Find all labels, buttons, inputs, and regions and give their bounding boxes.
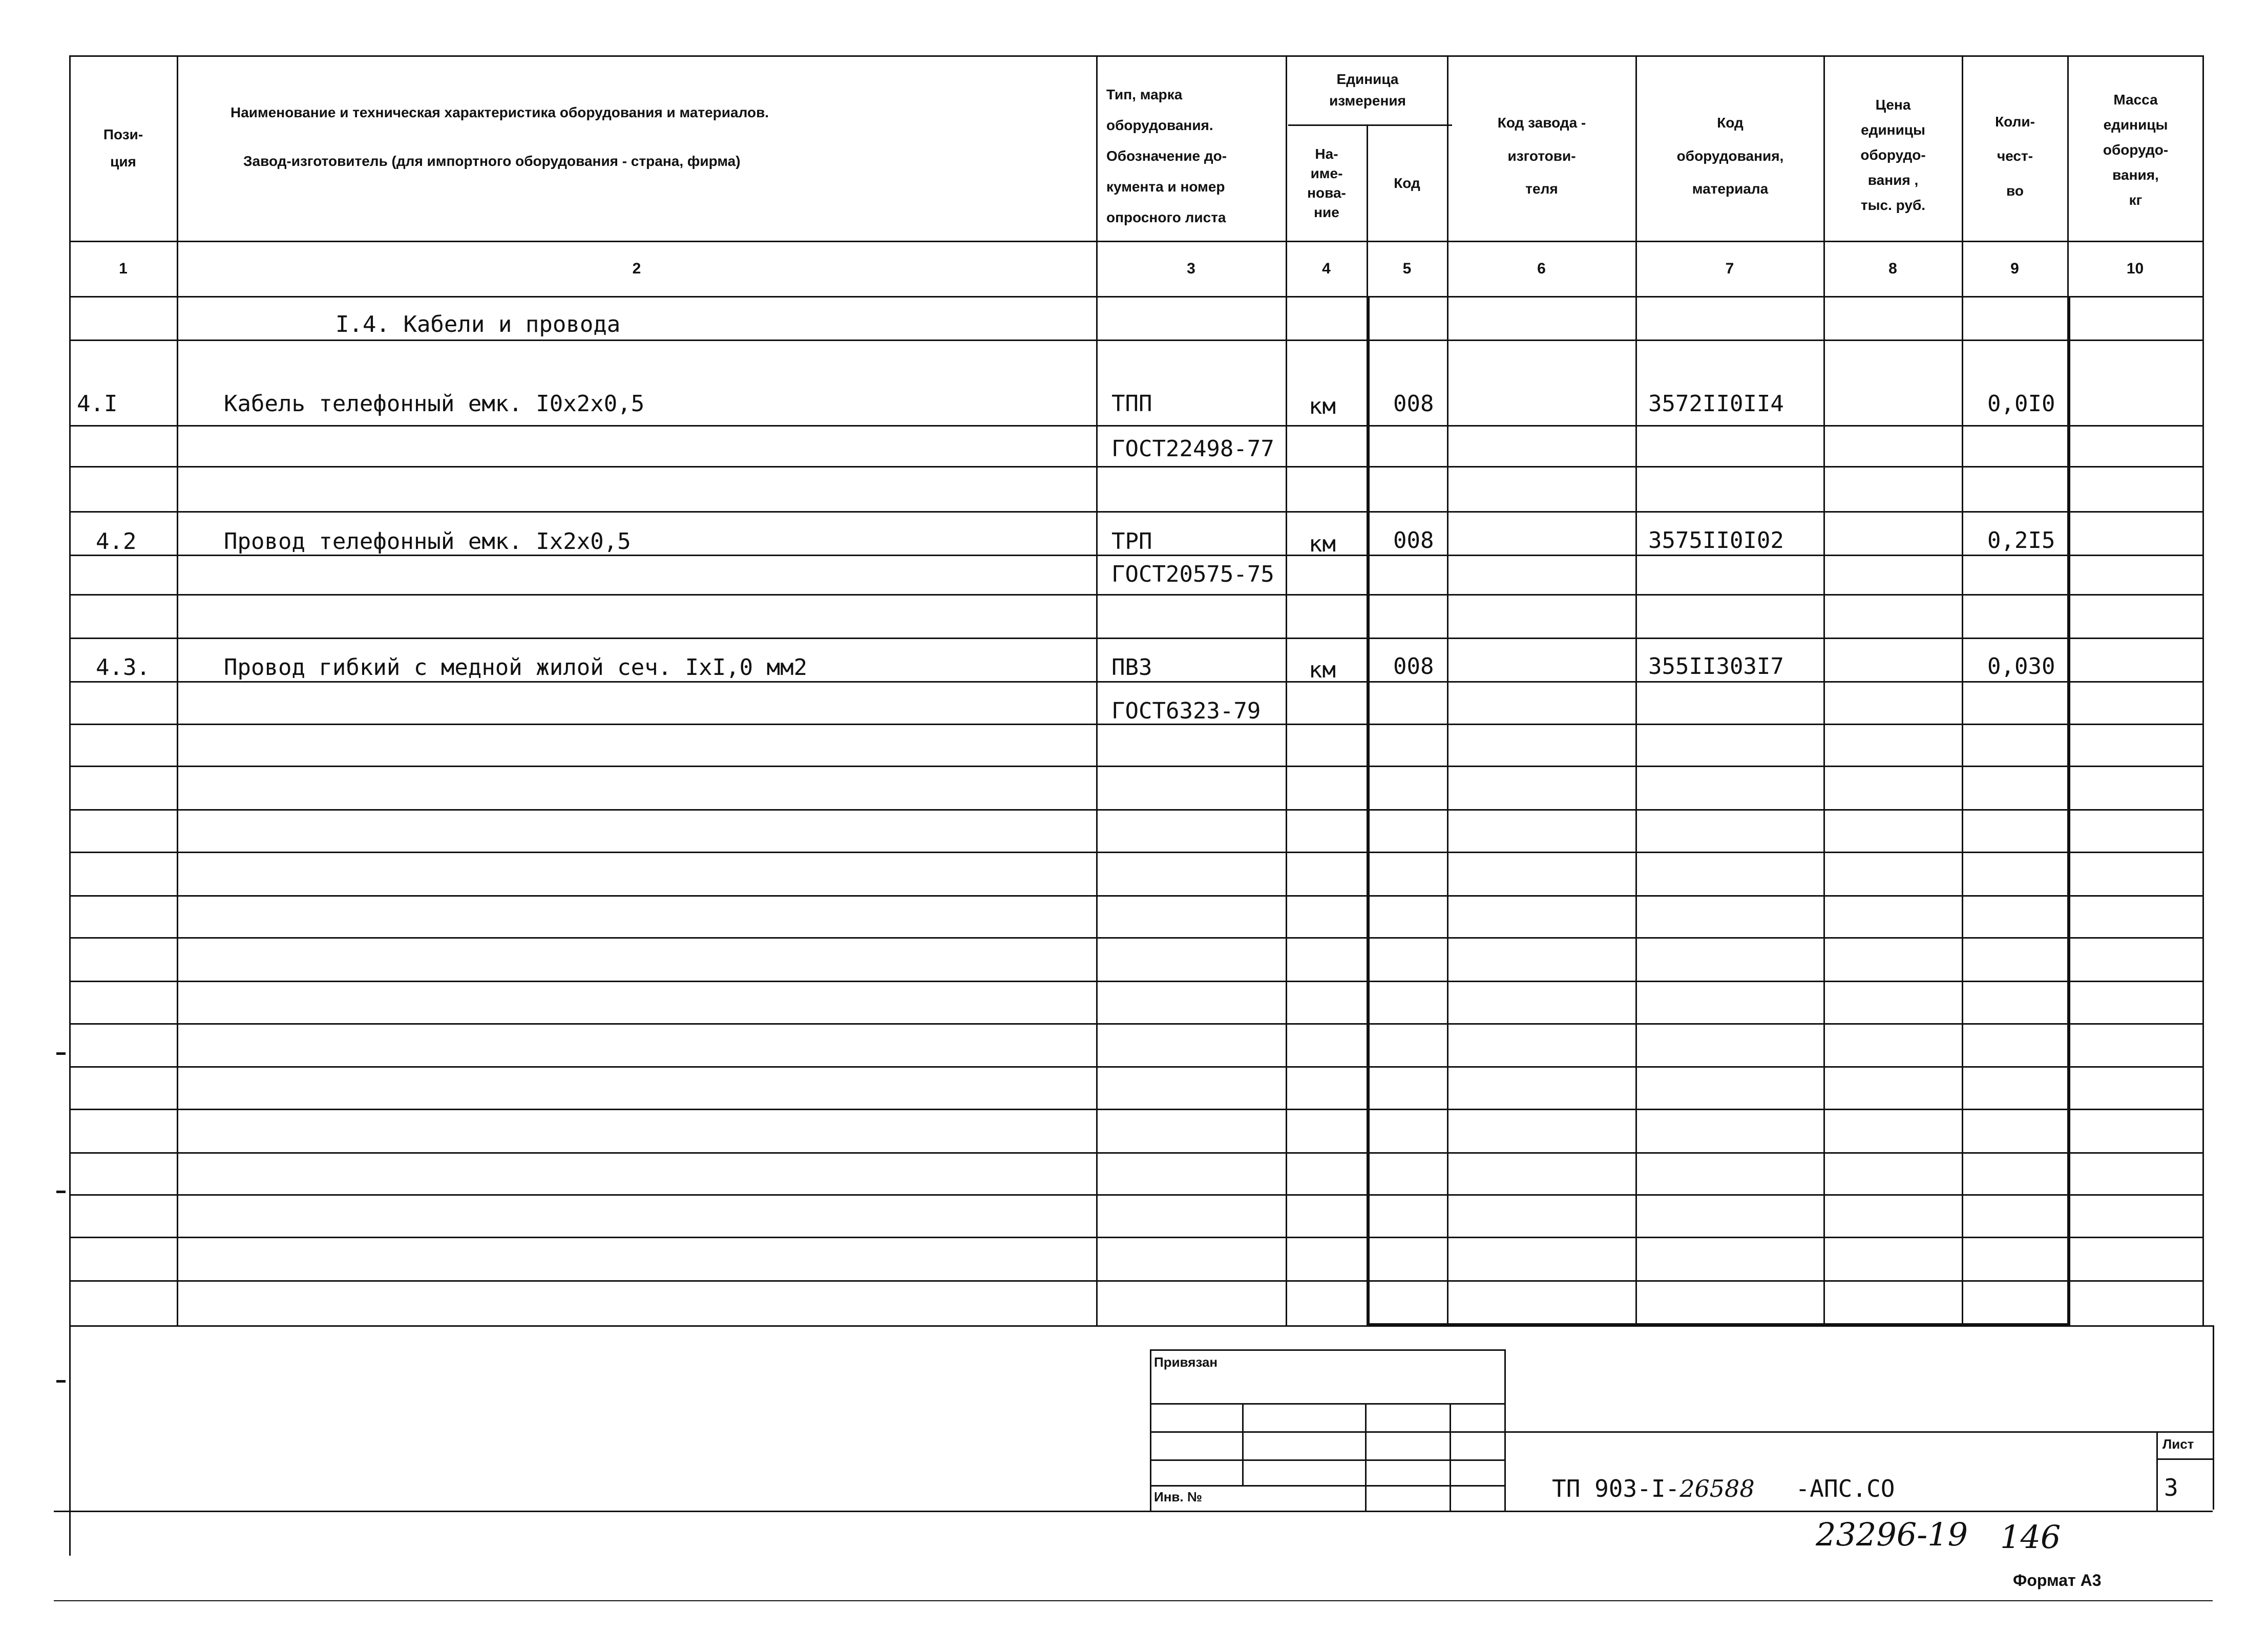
attached-label: Привязан: [1154, 1354, 1218, 1370]
section-title: I.4. Кабели и провода: [335, 311, 621, 337]
table-row-line: [69, 852, 2202, 853]
frame-right-border: [2213, 1325, 2214, 1510]
column-number-3: 3: [1187, 260, 1195, 277]
table-row-line: [69, 766, 2202, 767]
bold-block-bottom: [1367, 1323, 2070, 1326]
table-row-line: [69, 511, 2202, 513]
item-standard: ГОСТ20575-75: [1111, 561, 1274, 587]
archive-page: 146: [2000, 1518, 2061, 1556]
header-name-line1: Наименование и техническая характеристика оборудования и материалов.: [230, 104, 769, 121]
sheet-number: 3: [2164, 1474, 2178, 1501]
column-number-2: 2: [632, 260, 641, 277]
item-type: ТРП: [1111, 528, 1152, 555]
table-top-border: [69, 55, 2202, 57]
table-right-border: [2202, 55, 2204, 1325]
item-unit-code: 008: [1393, 391, 1434, 417]
stamp-line: [1450, 1403, 1451, 1511]
table-row-line: [69, 937, 2202, 939]
table-row-line: [69, 809, 2202, 811]
stamp-line: [1150, 1485, 1506, 1487]
item-standard: ГОСТ6323-79: [1111, 698, 1261, 724]
header-unit-group: Единица измерения: [1329, 71, 1406, 109]
table-row-line: [69, 555, 2202, 556]
table-row-line: [69, 594, 2202, 596]
page-trim-line: [54, 1600, 2213, 1601]
table-row-line: [69, 1237, 2202, 1238]
margin-tick: [56, 1052, 66, 1055]
column-number-1: 1: [119, 260, 128, 277]
item-unit-code: 008: [1393, 653, 1434, 680]
item-name: Провод гибкий с медной жилой сеч. IxI,0 мм2: [224, 654, 808, 681]
item-equipment-code: 355II303I7: [1648, 653, 1784, 680]
item-name: Кабель телефонный емк. I0x2x0,5: [224, 391, 645, 417]
table-row-line: [69, 681, 2202, 683]
unit-group-divider: [1288, 124, 1452, 126]
table-row-line: [69, 1152, 2202, 1154]
column-number-9: 9: [2010, 260, 2019, 277]
stamp-line: [1150, 1349, 1506, 1351]
margin-tick: [56, 1191, 66, 1193]
table-row-line: [69, 1194, 2202, 1196]
header-price: Цена единицы оборудо- вания , тыс. руб.: [1860, 97, 1926, 213]
stamp-line: [1150, 1403, 1506, 1405]
item-position: 4.3.: [96, 654, 150, 681]
item-quantity: 0,2I5: [1987, 527, 2055, 554]
col-divider-4-body: [1367, 296, 1370, 1325]
table-row-line: [69, 466, 2202, 468]
header-position: Пози- ция: [103, 126, 143, 169]
header-quantity: Коли- чест- во: [1995, 114, 2035, 199]
document-code-suffix: -АПС.СО: [1795, 1475, 1895, 1502]
stamp-line: [2156, 1431, 2158, 1511]
item-standard: ГОСТ22498-77: [1111, 436, 1274, 462]
item-unit: км: [1309, 657, 1336, 683]
sheet-label: Лист: [2162, 1436, 2194, 1452]
item-type: ТПП: [1111, 391, 1152, 417]
margin-tick: [56, 1380, 66, 1383]
stamp-line: [1365, 1403, 1367, 1511]
format-label: Формат А3: [2013, 1571, 2102, 1589]
column-number-6: 6: [1537, 260, 1546, 277]
item-name: Провод телефонный емк. Ix2x0,5: [224, 528, 631, 555]
document-code-number: 26588: [1679, 1475, 1755, 1502]
header-mass: Масса единицы оборудо- вания, кг: [2103, 92, 2169, 208]
col-divider-9-body: [2067, 296, 2070, 1325]
item-equipment-code: 3572II0II4: [1648, 391, 1784, 417]
item-type: ПВЗ: [1111, 654, 1152, 681]
stamp-line: [1242, 1403, 1244, 1485]
table-row-line: [69, 340, 2202, 341]
item-equipment-code: 3575II0I02: [1648, 527, 1784, 554]
table-row-line: [69, 981, 2202, 982]
table-row-line: [69, 895, 2202, 897]
column-number-7: 7: [1725, 260, 1734, 277]
document-code-prefix: ТП 903-I-: [1552, 1475, 1680, 1502]
column-number-10: 10: [2126, 260, 2144, 277]
document-code: [1552, 1475, 1895, 1502]
stamp-line: [2156, 1458, 2213, 1460]
item-position: 4.I: [77, 391, 118, 417]
item-unit: км: [1309, 393, 1336, 419]
stamp-line: [1504, 1431, 2213, 1433]
item-unit: км: [1309, 531, 1336, 557]
header-equipment-code: Код оборудования, материала: [1676, 115, 1784, 197]
archive-number: 23296-19: [1816, 1516, 1968, 1553]
stamp-line: [1150, 1459, 1506, 1461]
stamp-line: [1150, 1349, 1151, 1511]
table-row-line: [69, 1280, 2202, 1282]
header-type: Тип, марка оборудования. Обозначение до- кумента и номер опросного листа: [1106, 86, 1227, 226]
column-number-5: 5: [1402, 260, 1412, 277]
column-number-8: 8: [1888, 260, 1897, 277]
item-quantity: 0,0I0: [1987, 391, 2055, 417]
column-number-4: 4: [1322, 260, 1331, 277]
frame-bottom-border: [54, 1511, 2213, 1512]
header-unit-name: На- име- нова- ние: [1307, 146, 1346, 220]
item-unit-code: 008: [1393, 527, 1434, 554]
stamp-line: [1150, 1431, 1506, 1433]
table-row-line: [69, 1023, 2202, 1025]
table-row-line: [69, 1066, 2202, 1068]
item-position: 4.2: [96, 528, 137, 555]
header-name-line2: Завод-изготовитель (для импортного оборудования - страна, фирма): [243, 153, 741, 169]
colnum-bottom-border: [69, 296, 2202, 298]
item-quantity: 0,030: [1987, 653, 2055, 680]
inventory-number-label: Инв. №: [1154, 1489, 1202, 1504]
header-factory-code: Код завода - изготови- теля: [1497, 115, 1586, 197]
table-row-line: [69, 425, 2202, 427]
stamp-line: [1504, 1349, 1506, 1511]
table-row-line: [69, 638, 2202, 639]
table-row-line: [69, 1109, 2202, 1110]
header-unit-code: Код: [1394, 175, 1420, 192]
